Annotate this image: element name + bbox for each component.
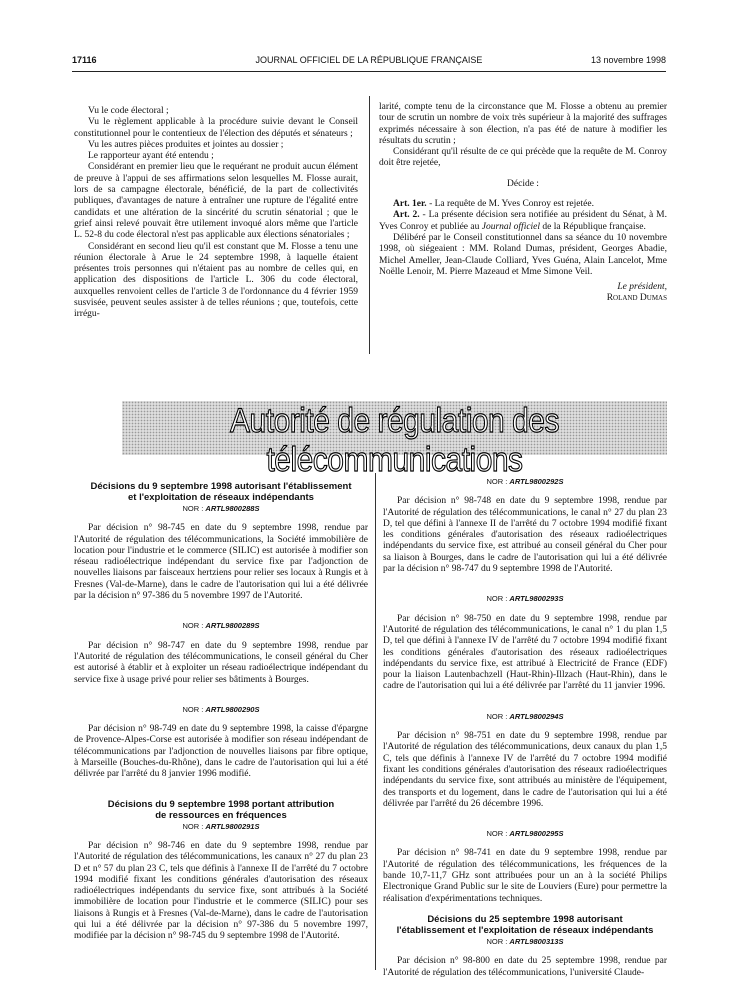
issue-date: 13 novembre 1998 — [590, 55, 666, 65]
paragraph: Le rapporteur ayant été entendu ; — [88, 151, 214, 162]
section-title: Décisions du 9 septembre 1998 autorisant l'établissement — [90, 481, 352, 492]
article-1: Art. 1er. - La requête de M. Yves Conroy est rejetée. — [393, 199, 594, 210]
top-left-column — [74, 106, 358, 321]
nor-reference: NOR : ARTL9800292S — [486, 477, 564, 486]
nor-reference: NOR : ARTL9800289S — [182, 621, 260, 631]
deliberation: Délibéré par le Conseil constitutionnel dans sa séance du 10 novembre 1998, où siégeaient : MM. Roland Dumas, président, Georges Abadie, Michel Ameller, Jean-Claude Colliard, Yves Guéna, Alain Lancelot, Mme Noëlle Lenoir, M. Pierre Mazeaud et Mme Simone Veil. — [379, 232, 667, 277]
article-1-label: Art. 1er. — [393, 199, 427, 210]
section-title: et l'exploitation de réseaux indépendants — [128, 492, 314, 503]
paragraph: Considérant en second lieu qu'il est constant que M. Flosse a tenu une réunion électorale à Arue le 24 septembre 1998, à laquelle étaient présentes trois personnes qui n'étaient pas au nombre de celles qui, en application des dispositions de l'article L. 306 du code électoral, auxquelles renvoient celles de l'article 3 de l'ordonnance du 4 février 1959 susvisée, peuvent seules assister à de telles réunions ; que, toutefois, cette irrégu- — [74, 241, 358, 320]
decide-heading: Décide : — [507, 178, 539, 189]
paragraph: Considérant en premier lieu que le requérant ne produit aucun élément de preuve à l'appui de ses affirmations selon lesquelles M. Flosse aurait, lors de sa campagne électorale, bénéficié, de la part de collectivités publiques, d'avantages de nature à entraîner une rupture de l'égalité entre candidats et une altération de la sincérité du scrutin sénatorial ; que le grief ainsi relevé pouvait être utilement invoqué alors même que l'article L. 52-8 du code électoral n'est pas applicable aux élections sénatoriales ; — [74, 162, 358, 241]
decision-text: Par décision n° 98-746 en date du 9 septembre 1998, rendue par l'Autorité de régulation des télécommunications, les canaux n° 27 du plan 23 D et n° 57 du plan 23 C, tels que définis à l'annexe II de l'arrêté du 7 octobre 1994 modifié fixant les conditions générales d'autorisation des réseaux radioélectriques indépendants du service fixe, sont attribués à la Société immobilière de location pour l'industrie et le commerce (SILIC) pour ses liaisons à Rungis et à Fresnes (Val-de-Marne), dans le cadre de l'autorisation qui lui a été délivrée par la décision n° 97-386 du 5 novembre 1997, modifiée par la décision n° 98-745 du 9 septembre 1998 de l'Autorité. — [74, 840, 368, 942]
paragraph: Considérant qu'il résulte de ce qui précède que la requête de M. Conroy doit être rejetée, — [379, 147, 667, 169]
decision-text: Par décision n° 98-741 en date du 9 septembre 1998, rendue par l'Autorité de régulation des télécommunications, les fréquences de la bande 10,7-11,7 GHz sont attribuées pour un an à la société Philips Electronique Grand Public sur le site de Louviers (Eure) pour permettre la réalisation d'expérimentations techniques. — [383, 848, 667, 904]
section-title: l'établissement et l'exploitation de réseaux indépendants — [396, 924, 654, 936]
page-header — [72, 55, 666, 69]
paragraph: Vu le code électoral ; — [88, 106, 169, 116]
nor-reference: NOR : ARTL9800290S — [182, 704, 260, 714]
header-rule — [72, 71, 666, 72]
nor-reference: NOR : ARTL9800295S — [486, 829, 564, 839]
article-2: Art. 2. - La présente décision sera notifiée au président du Sénat, à M. Yves Conroy et publiée au Journal officiel de la République française. — [379, 210, 667, 232]
page-number: 17116 — [72, 55, 97, 65]
decision-text: Par décision n° 98-745 en date du 9 septembre 1998, rendue par l'Autorité de régulation des télécommunications, la Société immobilière de location pour l'industrie et le commerce (SILIC) est autorisée à modifier son réseau radioélectrique indépendant du service fixe par l'adjonction de nouvelles liaisons par faisceaux hertziens pour relier ses locaux à Rungis et à Fresnes (Val-de-Marne), dans le cadre de l'autorisation qui lui a été délivrée par la décision n° 97-386 du 5 novembre 1997 de l'Autorité. — [74, 523, 368, 602]
column-divider — [375, 473, 376, 970]
paragraph: larité, compte tenu de la circonstance que M. Flosse a obtenu au premier tour de scrutin un nombre de voix très supérieur à la majorité des suffrages exprimés nécessaire à son élection, n'a pas été de nature à modifier les résultats du scrutin ; — [379, 102, 667, 146]
signature-name: Roland Dumas — [606, 293, 667, 304]
nor-reference: NOR : ARTL9800313S — [486, 936, 564, 946]
column-divider — [369, 96, 370, 354]
section-title: Décisions du 9 septembre 1998 portant attribution — [107, 798, 335, 810]
section-title: de ressources en fréquences — [155, 809, 287, 821]
decision-text: Par décision n° 98-800 en date du 25 septembre 1998, rendue par l'Autorité de régulation des télécommunications, l'université Claude- — [383, 956, 667, 978]
paragraph: Vu les autres pièces produites et jointes au dossier ; — [88, 139, 284, 150]
decision-text: Par décision n° 98-748 en date du 9 septembre 1998, rendue par l'Autorité de régulation des télécommunications, le canal n° 27 du plan 23 D, tel que défini à l'annexe II de l'arrêté du 7 octobre 1994 modifié fixant les conditions générales d'autorisation des réseaux radioélectriques indépendants du service fixe, est attribué au conseil général du Cher pour sa liaison à Bourges, dans le cadre de l'autorisation qui lui a été délivrée par la décision n° 98-747 du 9 septembre 1998 de l'Autorité. — [383, 496, 667, 575]
banner-title: Autorité de régulation des télécommunications — [230, 401, 559, 479]
top-right-column — [379, 102, 667, 305]
journal-title: JOURNAL OFFICIEL DE LA RÉPUBLIQUE FRANÇAISE — [255, 55, 483, 65]
bottom-right-column — [383, 476, 667, 979]
decision-text: Par décision n° 98-749 en date du 9 septembre 1998, la caisse d'épargne de Provence-Alpes-Corse est autorisée à modifier son réseau indépendant de télécommunications par l'adjonction de nouvelles liaisons par fibre optique, à Marseille (Bouches-du-Rhône), dans le cadre de l'autorisation qui lui a été délivrée par l'arrêté du 8 janvier 1996 modifié. — [74, 724, 368, 780]
section-title: Décisions du 25 septembre 1998 autorisant — [427, 913, 623, 925]
decision-text: Par décision n° 98-747 en date du 9 septembre 1998, rendue par l'Autorité de régulation des télécommunications, le conseil général du Cher est autorisé à établir et à exploiter un réseau radioélectrique indépendant du service fixe à usage privé pour relier ses bâtiments à Bourges. — [74, 640, 368, 685]
decision-text: Par décision n° 98-751 en date du 9 septembre 1998, rendue par l'Autorité de régulation des télécommunications, deux canaux du plan 1,5 C, tels que définis à l'annexe IV de l'arrêté du 7 octobre 1994 modifié fixant les conditions générales d'autorisation des réseaux radioélectriques indépendants du service fixe, sont attribués au ministère de l'équipement, des transports et du logement, dans le cadre de l'autorisation qui lui a été délivrée par l'arrêté du 26 décembre 1996. — [383, 731, 667, 809]
article-2-label: Art. 2. — [393, 210, 420, 221]
section-banner — [122, 401, 667, 479]
bottom-left-column — [74, 481, 368, 943]
signature-title: Le président, — [617, 282, 667, 293]
nor-reference: NOR : ARTL9800288S — [182, 504, 260, 513]
nor-reference: NOR : ARTL9800293S — [486, 594, 564, 604]
paragraph: Vu le règlement applicable à la procédure suivie devant le Conseil constitutionnel pour le contentieux de l'élection des députés et sénateurs ; — [74, 117, 358, 139]
nor-reference: NOR : ARTL9800294S — [486, 711, 564, 721]
decision-text: Par décision n° 98-750 en date du 9 septembre 1998, rendue par l'Autorité de régulation des télécommunications, le canal n° 1 du plan 1,5 D, tel que défini à l'annexe IV de l'arrêté du 7 octobre 1994 modifié fixant les conditions générales d'autorisation des réseaux radioélectriques indépendants du service fixe, est attribué à Electricité de France (EDF) pour la liaison Lautenbachzell (Haut-Rhin)-Illzach (Haut-Rhin), dans le cadre de l'autorisation qui lui a été délivrée par l'arrêté du 11 janvier 1996. — [383, 613, 667, 692]
nor-reference: NOR : ARTL9800291S — [182, 821, 260, 831]
